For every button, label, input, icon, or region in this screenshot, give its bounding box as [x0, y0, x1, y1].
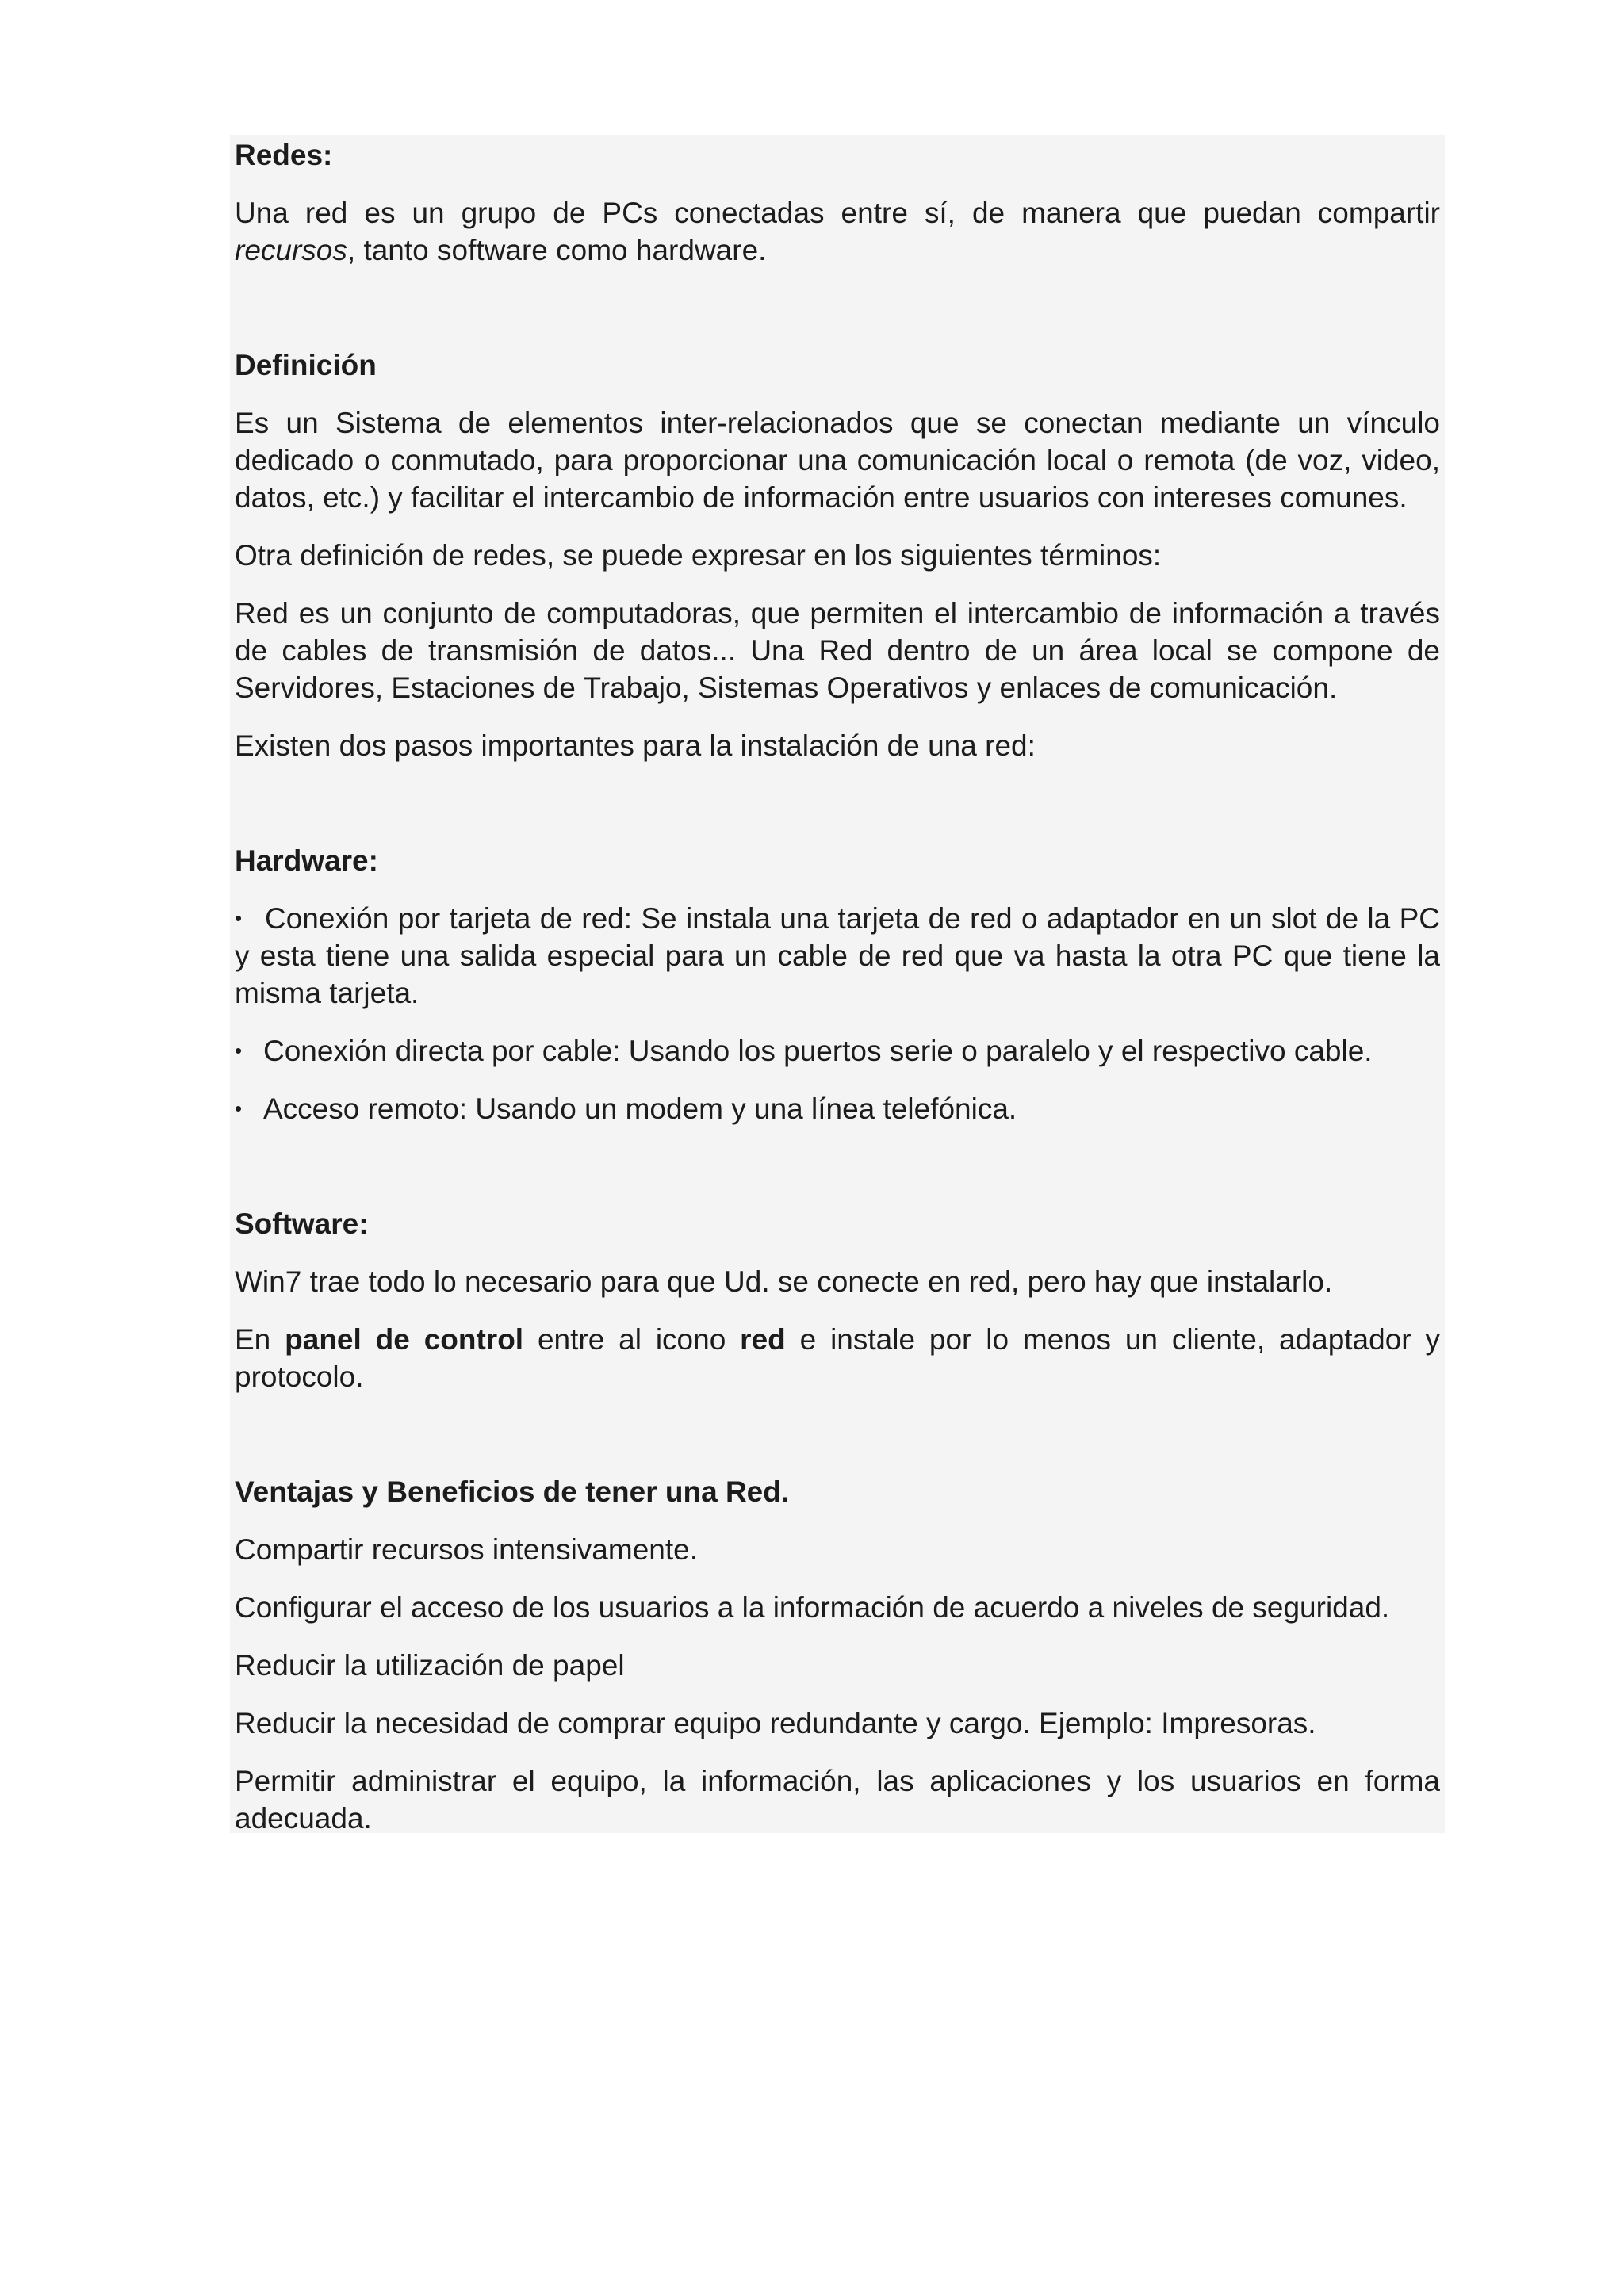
heading-ventajas: Ventajas y Beneficios de tener una Red. — [235, 1475, 790, 1508]
text: entre al icono — [523, 1323, 741, 1356]
list-item — [235, 1090, 1440, 1127]
paragraph-software-2 — [235, 1321, 1440, 1395]
paragraph-ventaja: Configurar el acceso de los usuarios a la información de acuerdo a niveles de seguridad. — [235, 1591, 1390, 1624]
paragraph-definicion-1: Es un Sistema de elementos inter-relacionados que se conectan mediante un vínculo dedicado o conmutado, para proporcionar una comunicación local o remota (de voz, video, datos, etc.) y facilitar el intercambio de información entre usuarios con intereses comunes. — [235, 407, 1440, 514]
paragraph-definicion-2: Otra definición de redes, se puede expresar en los siguientes términos: — [235, 539, 1162, 572]
list-item — [235, 900, 1440, 1012]
document-body — [235, 136, 1440, 1858]
paragraph-ventaja: Reducir la utilización de papel — [235, 1649, 625, 1682]
list-item-text: Conexión directa por cable: Usando los puertos serie o paralelo y el respectivo cable. — [263, 1035, 1373, 1067]
paragraph-definicion-3: Red es un conjunto de computadoras, que permiten el intercambio de información a través de cables de transmisión de datos... Una Red dentro de un área local se compone de Servidores, Estaciones de Trabajo, Sistemas Operativos y enlaces de comunicación. — [235, 597, 1440, 704]
list-item-text: Acceso remoto: Usando un modem y una línea telefónica. — [263, 1093, 1017, 1125]
heading-redes: Redes: — [235, 139, 333, 171]
list-item — [235, 1032, 1440, 1070]
paragraph-definicion-4: Existen dos pasos importantes para la instalación de una red: — [235, 729, 1036, 762]
heading-hardware: Hardware: — [235, 844, 378, 877]
paragraph-redes — [235, 194, 1440, 269]
bullet-icon: • — [235, 1096, 243, 1120]
heading-definicion: Definición — [235, 349, 377, 381]
bold-red: red — [740, 1323, 786, 1356]
paragraph-software-1: Win7 trae todo lo necesario para que Ud. se conecte en red, pero hay que instalarlo. — [235, 1265, 1333, 1298]
paragraph-ventaja: Permitir administrar el equipo, la información, las aplicaciones y los usuarios en forma adecuada. — [235, 1765, 1440, 1835]
paragraph-ventaja: Compartir recursos intensivamente. — [235, 1533, 698, 1566]
heading-software: Software: — [235, 1207, 369, 1240]
emphasis-recursos: recursos — [235, 234, 347, 266]
bullet-icon: • — [235, 1039, 243, 1062]
text: Una red es un grupo de PCs conectadas entre sí, de manera que puedan compartir — [235, 197, 1440, 229]
text: , tanto software como hardware. — [347, 234, 767, 266]
list-item-text: Conexión por tarjeta de red: Se instala una tarjeta de red o adaptador en un slot de la PC y esta tiene una salida especial para un cable de red que va hasta la otra PC que tiene la misma tarjeta. — [235, 902, 1440, 1009]
text: e instale por lo menos un cliente, adaptador y protocolo. — [235, 1323, 1440, 1393]
bullet-icon: • — [235, 906, 243, 930]
paragraph-ventaja: Reducir la necesidad de comprar equipo redundante y cargo. Ejemplo: Impresoras. — [235, 1707, 1316, 1739]
bold-panel-de-control: panel de control — [285, 1323, 524, 1356]
text: En — [235, 1323, 285, 1356]
